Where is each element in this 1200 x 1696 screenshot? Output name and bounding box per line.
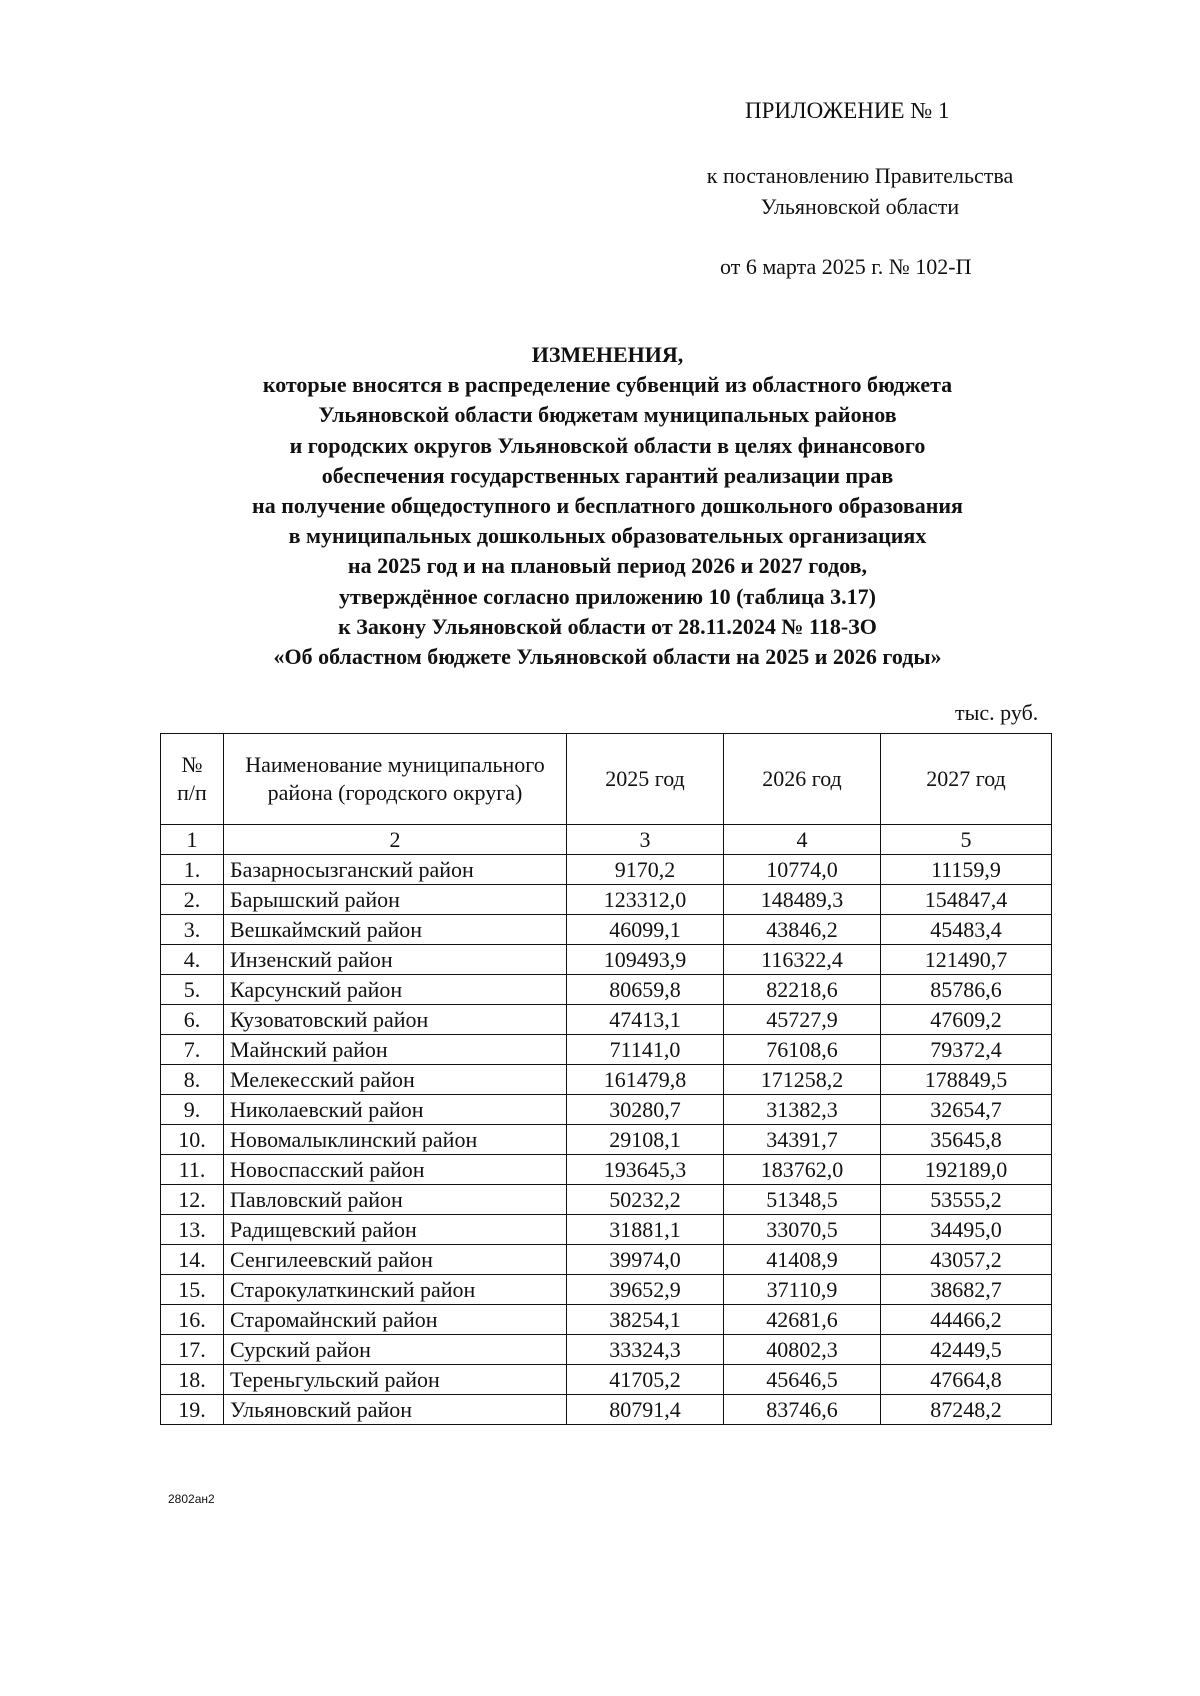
value-2026: 42681,6 [724,1305,881,1335]
value-2025: 39974,0 [567,1245,724,1275]
value-2027: 44466,2 [881,1305,1052,1335]
title-line: в муниципальных дошкольных образовательных организациях [288,523,927,549]
table-row [161,1005,1052,1035]
header-number: № п/п [161,734,224,825]
column-number-row [161,825,1052,855]
value-2025: 80791,4 [567,1395,724,1425]
table-header-row [161,734,1052,825]
title-line: на 2025 год и на плановый период 2026 и 2027 годов, [347,553,868,579]
value-2027: 32654,7 [881,1095,1052,1125]
table-row [161,1245,1052,1275]
value-2025: 39652,9 [567,1275,724,1305]
value-2026: 37110,9 [724,1275,881,1305]
table-row [161,1095,1052,1125]
value-2025: 123312,0 [567,885,724,915]
district-name: Вешкаймский район [224,915,567,945]
value-2026: 116322,4 [724,945,881,975]
value-2025: 50232,2 [567,1185,724,1215]
table-row [161,945,1052,975]
district-name: Сурский район [224,1335,567,1365]
document-title [150,340,1065,672]
col-num: 3 [567,825,724,855]
title-line: ИЗМЕНЕНИЯ, [531,342,684,367]
table-row [161,1215,1052,1245]
row-number: 9. [161,1095,224,1125]
value-2026: 31382,3 [724,1095,881,1125]
resolution-reference [680,160,1040,222]
value-2027: 38682,7 [881,1275,1052,1305]
value-2026: 76108,6 [724,1035,881,1065]
value-2026: 51348,5 [724,1185,881,1215]
resolution-line-2: Ульяновской области [760,194,960,219]
row-number: 17. [161,1335,224,1365]
unit-label: тыс. руб. [955,700,1039,725]
table-row [161,1185,1052,1215]
value-2025: 33324,3 [567,1335,724,1365]
value-2027: 47609,2 [881,1005,1052,1035]
header-name: Наименование муниципального района (городского округа) [224,734,567,825]
value-2027: 53555,2 [881,1185,1052,1215]
table-row [161,1395,1052,1425]
district-name: Павловский район [224,1185,567,1215]
header-2025: 2025 год [567,734,724,825]
value-2027: 35645,8 [881,1125,1052,1155]
col-num: 2 [224,825,567,855]
table-row [161,1275,1052,1305]
row-number: 14. [161,1245,224,1275]
value-2027: 45483,4 [881,915,1052,945]
value-2027: 87248,2 [881,1395,1052,1425]
value-2026: 183762,0 [724,1155,881,1185]
value-2025: 31881,1 [567,1215,724,1245]
value-2027: 121490,7 [881,945,1052,975]
district-name: Радищевский район [224,1215,567,1245]
title-line: обеспечения государственных гарантий реализации прав [321,462,894,488]
district-name: Сенгилеевский район [224,1245,567,1275]
district-name: Новомалыклинский район [224,1125,567,1155]
district-name: Новоспасский район [224,1155,567,1185]
header-2027: 2027 год [881,734,1052,825]
district-name: Старомайнский район [224,1305,567,1335]
value-2026: 83746,6 [724,1395,881,1425]
value-2026: 45727,9 [724,1005,881,1035]
col-num: 1 [161,825,224,855]
row-number: 3. [161,915,224,945]
value-2027: 85786,6 [881,975,1052,1005]
value-2026: 40802,3 [724,1335,881,1365]
table-row [161,1035,1052,1065]
district-name: Кузоватовский район [224,1005,567,1035]
table-row [161,885,1052,915]
resolution-date: от 6 марта 2025 г. № 102-П [720,254,972,279]
value-2025: 30280,7 [567,1095,724,1125]
value-2027: 11159,9 [881,855,1052,885]
row-number: 12. [161,1185,224,1215]
value-2025: 47413,1 [567,1005,724,1035]
value-2025: 29108,1 [567,1125,724,1155]
value-2025: 161479,8 [567,1065,724,1095]
title-line: на получение общедоступного и бесплатного дошкольного образования [252,493,963,519]
value-2026: 41408,9 [724,1245,881,1275]
col-num: 5 [881,825,1052,855]
value-2026: 10774,0 [724,855,881,885]
value-2026: 34391,7 [724,1125,881,1155]
table-row [161,1065,1052,1095]
table-row [161,1305,1052,1335]
value-2026: 45646,5 [724,1365,881,1395]
row-number: 16. [161,1305,224,1335]
title-line: которые вносятся в распределение субвенций из областного бюджета [262,372,953,398]
district-name: Майнский район [224,1035,567,1065]
district-name: Николаевский район [224,1095,567,1125]
row-number: 6. [161,1005,224,1035]
row-number: 19. [161,1395,224,1425]
value-2025: 46099,1 [567,915,724,945]
value-2027: 79372,4 [881,1035,1052,1065]
district-name: Базарносызганский район [224,855,567,885]
value-2026: 148489,3 [724,885,881,915]
title-line: утверждённое согласно приложению 10 (таблица 3.17) [339,583,876,609]
table-row [161,975,1052,1005]
table-row [161,1365,1052,1395]
value-2027: 34495,0 [881,1215,1052,1245]
title-line: и городских округов Ульяновской области в целях финансового [289,432,926,458]
col-num: 4 [724,825,881,855]
table-row [161,855,1052,885]
value-2026: 82218,6 [724,975,881,1005]
value-2027: 43057,2 [881,1245,1052,1275]
district-name: Мелекесский район [224,1065,567,1095]
table-row [161,1155,1052,1185]
value-2027: 192189,0 [881,1155,1052,1185]
title-line: Ульяновской области бюджетам муниципальных районов [318,402,897,428]
row-number: 8. [161,1065,224,1095]
value-2026: 43846,2 [724,915,881,945]
row-number: 15. [161,1275,224,1305]
row-number: 4. [161,945,224,975]
title-line: «Об областном бюджете Ульяновской области на 2025 и 2026 годы» [273,644,942,670]
value-2027: 154847,4 [881,885,1052,915]
row-number: 10. [161,1125,224,1155]
value-2025: 41705,2 [567,1365,724,1395]
value-2025: 9170,2 [567,855,724,885]
district-name: Старокулаткинский район [224,1275,567,1305]
district-name: Инзенский район [224,945,567,975]
value-2025: 71141,0 [567,1035,724,1065]
value-2027: 47664,8 [881,1365,1052,1395]
district-name: Карсунский район [224,975,567,1005]
title-line: к Закону Ульяновской области от 28.11.2024 № 118-ЗО [338,613,877,639]
appendix-label: ПРИЛОЖЕНИЕ № 1 [745,98,950,123]
value-2025: 80659,8 [567,975,724,1005]
row-number: 7. [161,1035,224,1065]
table-row [161,1335,1052,1365]
table-row [161,1125,1052,1155]
value-2027: 178849,5 [881,1065,1052,1095]
document-code: 2802ан2 [168,1492,215,1506]
district-name: Тереньгульский район [224,1365,567,1395]
header-2026: 2026 год [724,734,881,825]
value-2026: 33070,5 [724,1215,881,1245]
value-2027: 42449,5 [881,1335,1052,1365]
value-2025: 38254,1 [567,1305,724,1335]
value-2025: 109493,9 [567,945,724,975]
row-number: 1. [161,855,224,885]
subventions-table [160,733,1052,1425]
row-number: 18. [161,1365,224,1395]
row-number: 5. [161,975,224,1005]
district-name: Барышский район [224,885,567,915]
table-row [161,915,1052,945]
row-number: 2. [161,885,224,915]
value-2025: 193645,3 [567,1155,724,1185]
district-name: Ульяновский район [224,1395,567,1425]
row-number: 13. [161,1215,224,1245]
value-2026: 171258,2 [724,1065,881,1095]
row-number: 11. [161,1155,224,1185]
resolution-line-1: к постановлению Правительства [706,163,1014,188]
